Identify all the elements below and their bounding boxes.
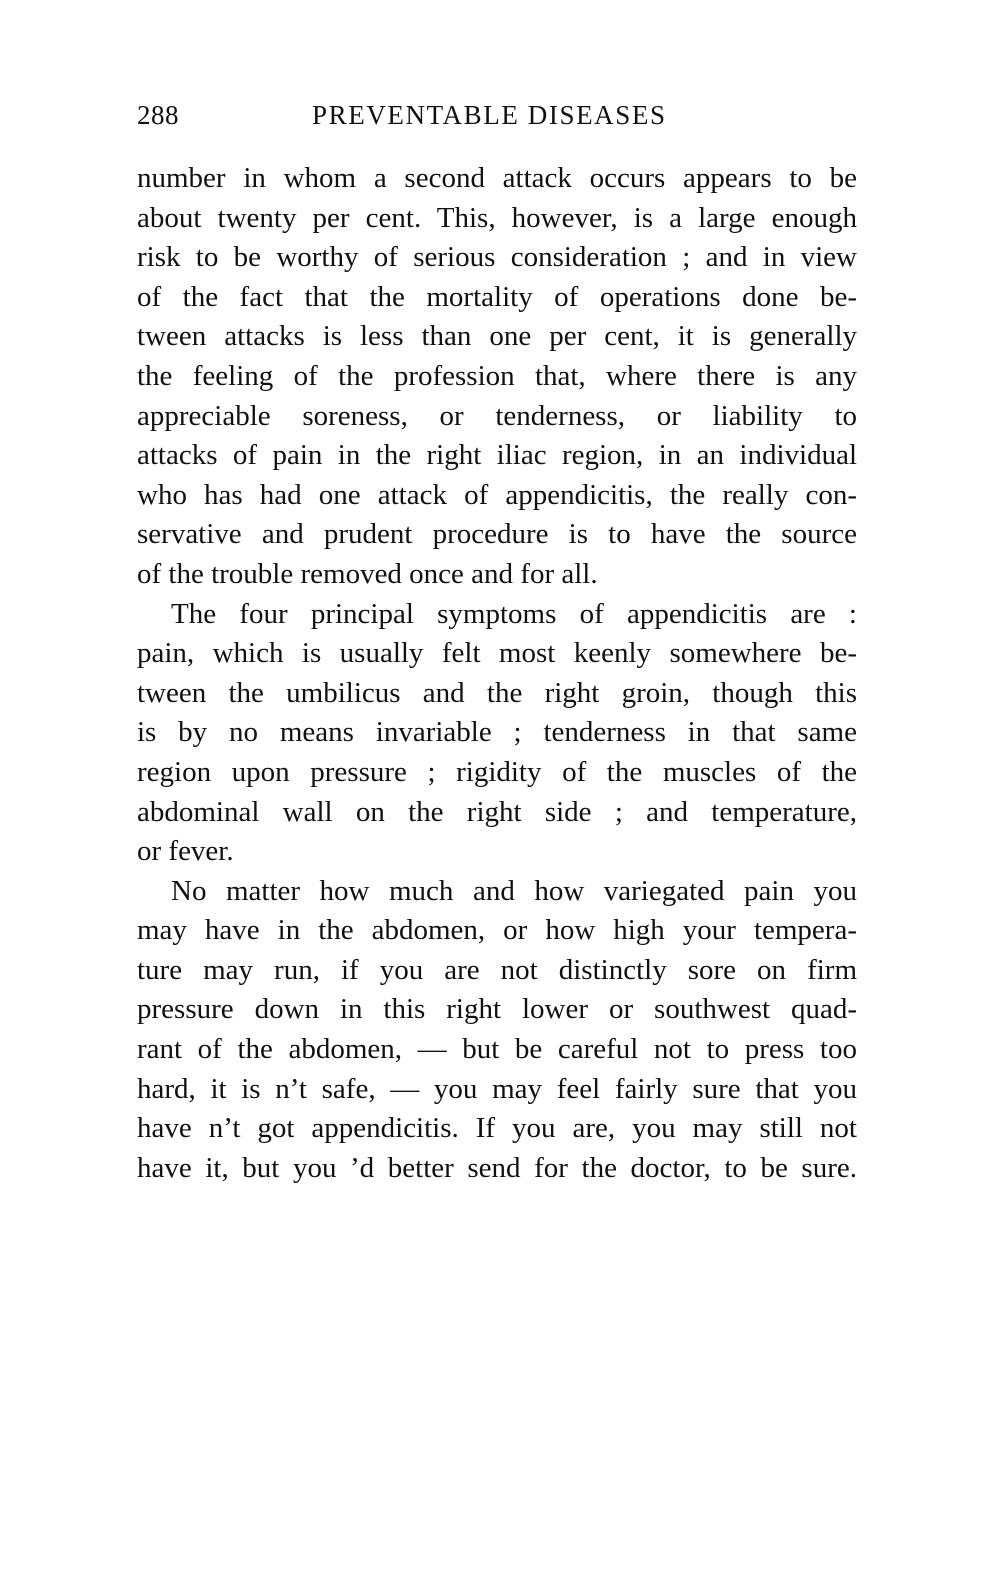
paragraph-3 (137, 872, 857, 1189)
body-text (137, 159, 857, 1188)
text-line: abdominal wall on the right side ; and temperature, (137, 795, 857, 828)
text-line: or fever. (137, 835, 234, 868)
text-line: is by no means invariable ; tenderness in that same (137, 716, 857, 749)
text-line: about twenty per cent. This, however, is a large enough (137, 201, 857, 234)
text-line: pressure down in this right lower or southwest quad- (137, 993, 857, 1026)
text-line: The four principal symptoms of appendicitis are : (171, 597, 857, 630)
text-line: pain, which is usually felt most keenly somewhere be- (137, 637, 857, 670)
running-title: PREVENTABLE DISEASES (312, 100, 667, 130)
paragraph-1 (137, 159, 857, 595)
text-line: tween the umbilicus and the right groin, though this (137, 676, 857, 709)
running-head (137, 100, 857, 140)
text-line: the feeling of the profession that, where there is any (137, 359, 857, 392)
text-line: have n’t got appendicitis. If you are, you may still not (137, 1112, 857, 1145)
text-line: rant of the abdomen, — but be careful not to press too (137, 1033, 857, 1066)
text-line: attacks of pain in the right iliac region, in an individual (137, 439, 857, 472)
text-line: hard, it is n’t safe, — you may feel fairly sure that you (137, 1072, 857, 1105)
text-line: appreciable soreness, or tenderness, or liability to (137, 399, 857, 432)
page-number: 288 (137, 100, 179, 130)
text-line: region upon pressure ; rigidity of the muscles of the (137, 755, 857, 788)
text-line: number in whom a second attack occurs appears to be (137, 162, 857, 194)
text-line: of the trouble removed once and for all. (137, 557, 598, 590)
text-line: tween attacks is less than one per cent, it is generally (137, 320, 857, 353)
text-line: No matter how much and how variegated pain you (171, 874, 857, 907)
text-line: ture may run, if you are not distinctly sore on firm (137, 953, 857, 986)
text-line: risk to be worthy of serious consideration ; and in view (137, 241, 857, 274)
text-line: may have in the abdomen, or how high your tempera- (137, 914, 857, 947)
text-line: have it, but you ’d better send for the doctor, to be sure. (137, 1151, 857, 1184)
paragraph-2 (137, 595, 857, 872)
text-line: of the fact that the mortality of operations done be- (137, 280, 857, 313)
text-line: servative and prudent procedure is to have the source (137, 518, 857, 551)
text-line: who has had one attack of appendicitis, the really con- (137, 478, 857, 511)
